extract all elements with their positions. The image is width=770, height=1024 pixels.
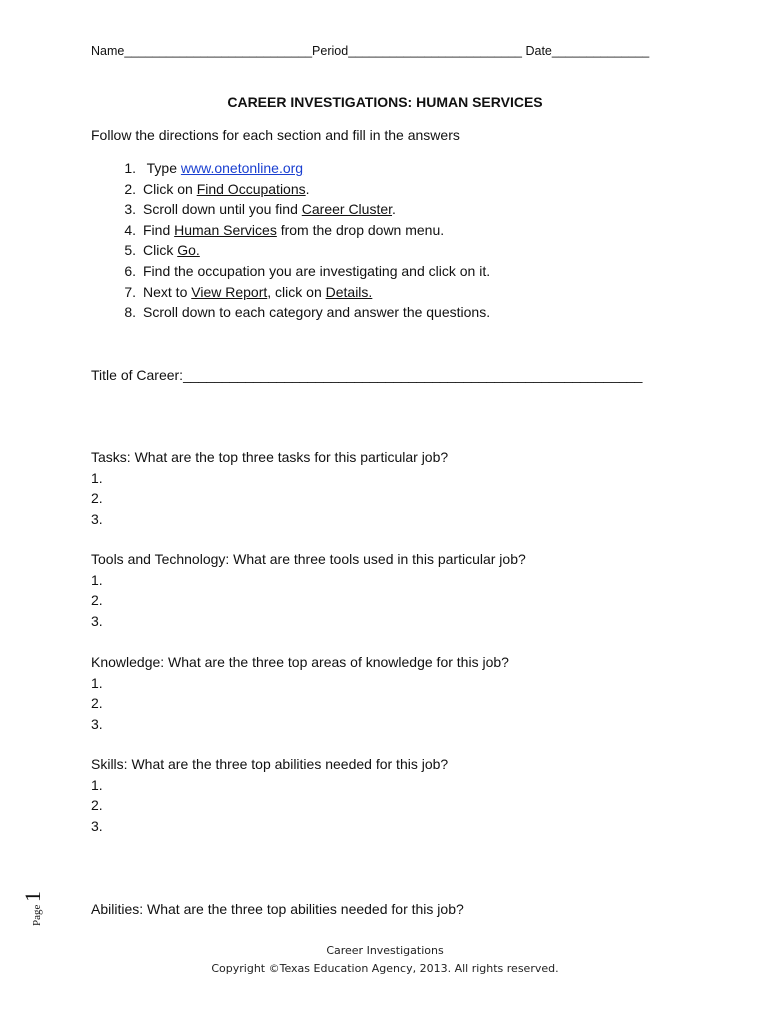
onet-link[interactable]: www.onetonline.org [180,160,304,176]
period-field[interactable]: _________________________ [348,44,522,58]
answer-line[interactable]: 1. [91,674,103,691]
intro-text: Follow the directions for each section and fill in the answers [91,127,460,143]
tasks-question: Tasks: What are the top three tasks for this particular job? [91,449,449,465]
answer-line[interactable]: 3. [91,612,103,629]
answer-line[interactable]: 2. [91,797,103,814]
directions-list [91,158,490,323]
human-services-text: Human Services [174,221,277,238]
details-text: Details. [325,283,373,300]
list-item: 3. Scroll down until you find Career Cluster. [124,201,396,218]
answer-line[interactable]: 2. [91,695,103,712]
answer-line[interactable]: 2. [91,490,103,507]
list-item: 8. Scroll down to each category and answer the questions. [124,304,491,321]
date-label: Date [525,44,552,58]
footer-title: Career Investigations [326,944,444,957]
skills-section [91,754,448,836]
list-item: 2. Click on Find Occupations. [124,180,310,197]
answer-line[interactable]: 1. [91,469,103,486]
go-text: Go. [177,242,200,259]
list-item: 6. Find the occupation you are investigating and click on it. [124,262,491,279]
tools-section [91,549,526,631]
skills-question: Skills: What are the three top abilities needed for this job? [91,756,449,772]
answer-line[interactable]: 3. [91,817,103,834]
tasks-section [91,447,448,529]
knowledge-question: Knowledge: What are the three top areas of knowledge for this job? [91,654,509,670]
name-label: Name [91,44,125,58]
tools-question: Tools and Technology: What are three tools used in this particular job? [91,551,526,567]
answer-line[interactable]: 3. [91,715,103,732]
find-occupations-text: Find Occupations [196,180,306,197]
page-number-label [14,878,54,934]
abilities-section [91,899,464,920]
page-title: CAREER INVESTIGATIONS: HUMAN SERVICES [227,94,543,110]
answer-line[interactable]: 1. [91,571,103,588]
page-word: Page [31,904,43,926]
answer-line[interactable]: 2. [91,592,103,609]
page-number: 1 [20,891,45,902]
answer-line[interactable]: 1. [91,776,103,793]
list-item: 7. Next to View Report, click on Details. [124,283,373,300]
footer-copyright: Copyright ©Texas Education Agency, 2013. All rights reserved. [211,962,559,975]
abilities-question: Abilities: What are the three top abilities needed for this job? [91,901,464,917]
date-field[interactable]: ______________ [551,44,650,58]
list-item: 4. Find Human Services from the drop down menu. [124,221,445,238]
career-title-field[interactable]: ___________________________________________________________ [183,367,643,383]
list-item: 1. Type www.onetonline.org [124,160,304,176]
view-report-text: View Report [191,283,268,300]
knowledge-section [91,652,509,734]
answer-line[interactable]: 3. [91,510,103,527]
career-title-label: Title of Career: [91,367,184,383]
career-cluster-text: Career Cluster [301,201,393,218]
career-title-line [91,367,642,383]
name-field[interactable]: ___________________________ [124,44,313,58]
list-item: 5. Click Go. [124,242,200,259]
header-line [91,44,649,58]
period-label: Period [312,44,349,58]
